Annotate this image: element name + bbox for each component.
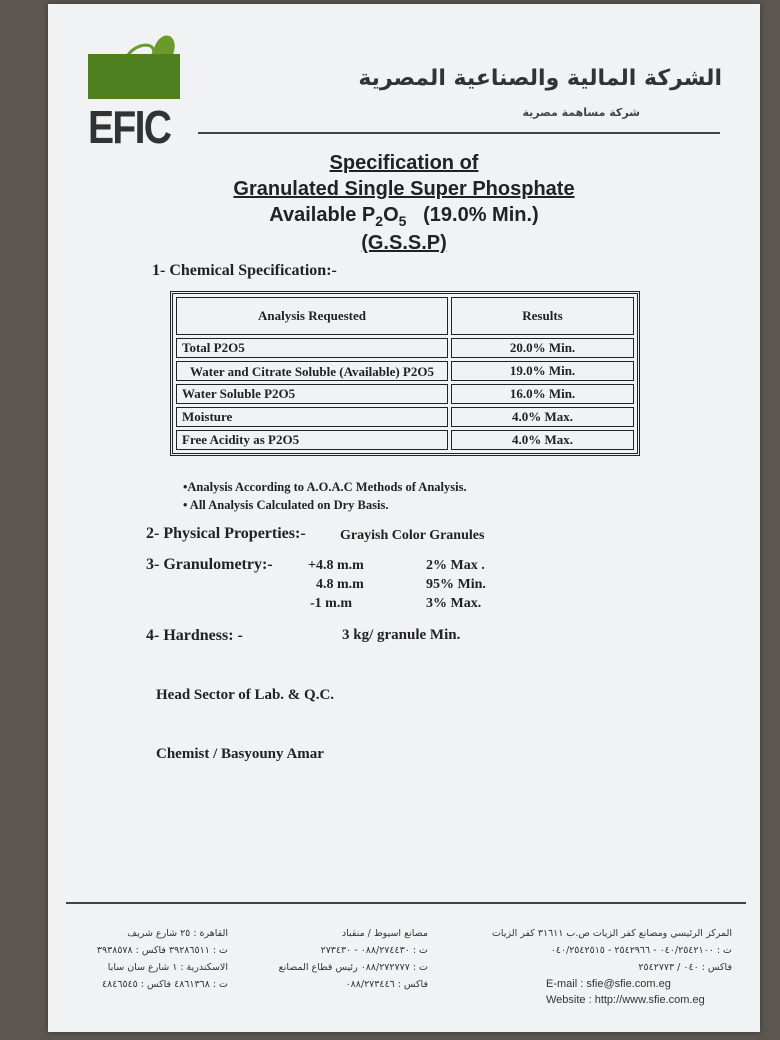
table-header-row bbox=[176, 297, 634, 335]
footer-assiut-phone2: ت : ٠٨٨/٢٧٢٧٧٧ رئيس قطاع المصانع bbox=[278, 962, 428, 973]
analysis-name: Water Soluble P2O5 bbox=[176, 384, 448, 404]
footer-email: E-mail : sfie@sfie.com.eg bbox=[546, 978, 671, 990]
company-name-arabic: الشركة المالية والصناعية المصرية bbox=[358, 66, 722, 91]
footer-alex-phone: ت : ٤٨٦١٣٦٨ فاكس : ٤٨٤٦٥٤٥ bbox=[102, 979, 228, 990]
analysis-result: 20.0% Min. bbox=[451, 338, 634, 358]
analysis-name: Total P2O5 bbox=[176, 338, 448, 358]
table-row bbox=[176, 407, 634, 427]
chemist-signature: Chemist / Basyouny Amar bbox=[156, 746, 324, 762]
title-line-3: Available $P_2O_5$ (19.0% Min.) bbox=[269, 204, 539, 229]
table-row bbox=[176, 384, 634, 404]
table-row bbox=[176, 338, 634, 358]
footer-assiut-fax: فاكس : ٠٨٨/٢٧٣٤٤٦ bbox=[345, 979, 428, 990]
physical-properties-value: Grayish Color Granules bbox=[340, 528, 485, 543]
section-2-heading: 2- Physical Properties:- bbox=[146, 525, 306, 542]
granulometry-size: -1 m.m bbox=[310, 596, 352, 611]
footer-assiut-title: مصانع اسيوط / منقباد bbox=[341, 928, 428, 939]
title-line-2: Granulated Single Super Phosphate bbox=[233, 178, 575, 200]
document-page bbox=[48, 4, 760, 1032]
title-line-1: Specification of bbox=[329, 152, 479, 174]
note-line: •Analysis According to A.O.A.C Methods of Analysis. bbox=[183, 480, 467, 494]
footer-assiut-phone: ت : ٠٨٨/٢٧٤٤٣٠ - ٢٧٣٤٣٠ bbox=[320, 945, 428, 956]
table-row bbox=[176, 361, 634, 381]
analysis-name: Moisture bbox=[176, 407, 448, 427]
analysis-name: Water and Citrate Soluble (Available) P2O5 bbox=[176, 361, 448, 381]
analysis-result: 4.0% Max. bbox=[451, 407, 634, 427]
efic-logo bbox=[88, 32, 198, 152]
header-divider bbox=[198, 132, 720, 134]
column-header: Analysis Requested bbox=[176, 297, 448, 335]
title-line-4: (G.S.S.P) bbox=[361, 232, 447, 254]
head-sector-signature: Head Sector of Lab. & Q.C. bbox=[156, 687, 335, 703]
section-4-heading: 4- Hardness: - bbox=[146, 627, 243, 644]
granulometry-limit: 3% Max. bbox=[426, 596, 482, 611]
analysis-result: 4.0% Max. bbox=[451, 430, 634, 450]
footer-divider bbox=[66, 902, 746, 904]
footer-hq-phone: ت : ٠٤٠/٢٥٤٢١٠٠ - ٢٥٤٢٩٦٦ - ٠٤٠/٢٥٤٢٥١٥ bbox=[550, 945, 732, 956]
granulometry-size: +4.8 m.m bbox=[308, 558, 364, 573]
title-line-3-prefix: Available P bbox=[269, 204, 376, 226]
title-line-3-suffix: (19.0% Min.) bbox=[423, 204, 539, 226]
logo-green-block bbox=[88, 54, 180, 99]
section-3-heading: 3- Granulometry:- bbox=[146, 556, 273, 573]
footer-cairo-address: القاهرة : ٢٥ شارع شريف bbox=[127, 928, 228, 939]
footer-hq-address: المركز الرئيسي ومصانع كفر الزيات ص.ب ٣١٦١١ كفر الزيات bbox=[491, 928, 732, 939]
granulometry-limit: 95% Min. bbox=[426, 577, 486, 592]
footer-website: Website : http://www.sfie.com.eg bbox=[546, 994, 705, 1006]
column-header: Results bbox=[451, 297, 634, 335]
footer-hq-fax: فاكس : ٠٤٠ / ٢٥٤٢٧٧٣ bbox=[638, 962, 732, 973]
analysis-result: 19.0% Min. bbox=[451, 361, 634, 381]
footer-cairo-phone: ت : ٣٩٢٨٦٥١١ فاكس : ٣٩٣٨٥٧٨ bbox=[96, 945, 228, 956]
granulometry-size: 4.8 m.m bbox=[316, 577, 364, 592]
hardness-value: 3 kg/ granule Min. bbox=[342, 627, 461, 643]
analysis-name: Free Acidity as P2O5 bbox=[176, 430, 448, 450]
analysis-result: 16.0% Min. bbox=[451, 384, 634, 404]
table-row bbox=[176, 430, 634, 450]
company-type-arabic: شركة مساهمة مصرية bbox=[522, 106, 640, 119]
footer-alex-address: الاسكندرية : ١ شارع سان سابا bbox=[107, 962, 228, 973]
granulometry-limit: 2% Max . bbox=[426, 558, 485, 573]
note-line: • All Analysis Calculated on Dry Basis. bbox=[183, 498, 389, 512]
logo-text: EFIC bbox=[88, 101, 171, 153]
section-1-heading: 1- Chemical Specification:- bbox=[152, 262, 337, 279]
chemical-spec-table bbox=[170, 291, 640, 456]
